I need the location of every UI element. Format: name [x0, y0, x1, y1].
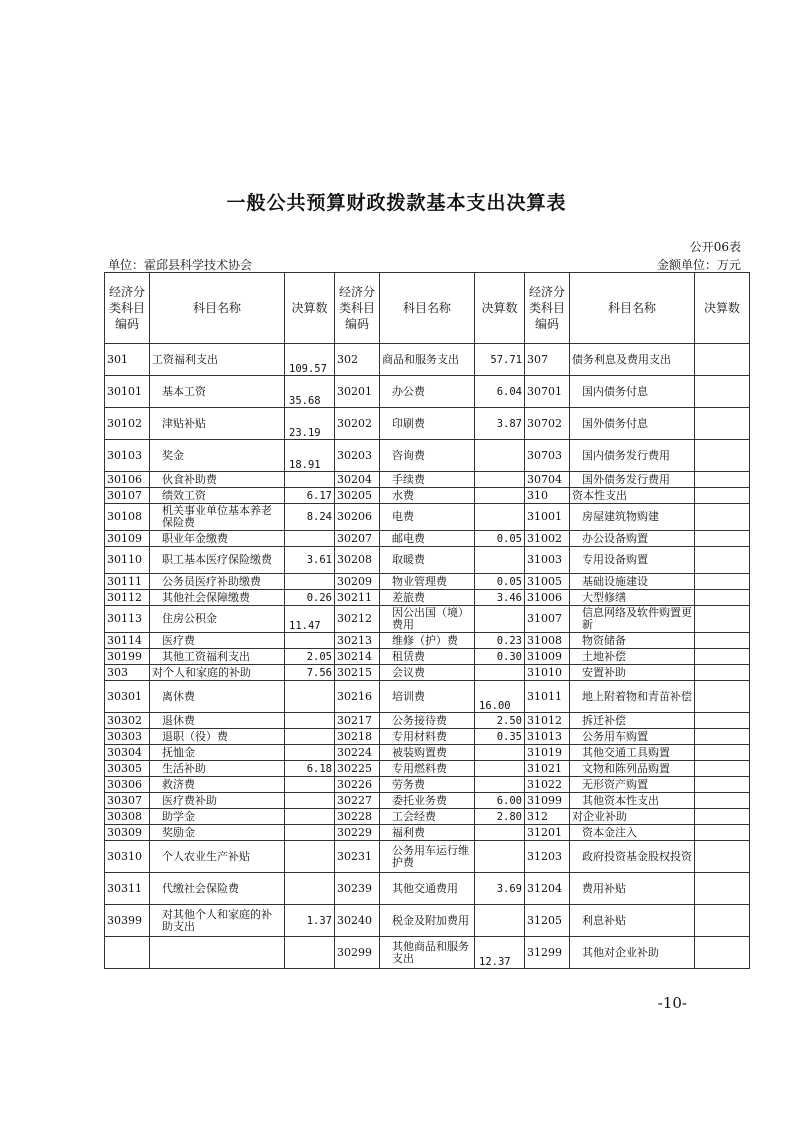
name-cell: 取暖费: [380, 547, 475, 574]
table-row: [105, 633, 750, 649]
name-cell: 福利费: [380, 825, 475, 841]
table-row: [105, 649, 750, 665]
code-cell: 310: [525, 488, 570, 504]
money-unit-label: 金额单位：万元: [656, 258, 741, 272]
code-cell: 30112: [105, 590, 150, 606]
name-cell: 水费: [380, 488, 475, 504]
amount-cell: [695, 841, 750, 873]
amount-cell: [475, 777, 525, 793]
name-cell: 住房公积金: [150, 606, 285, 633]
name-cell: 文物和陈列品购置: [570, 761, 695, 777]
amount-cell: 6.17: [285, 488, 335, 504]
code-cell: 30703: [525, 440, 570, 472]
name-cell: 债务利息及费用支出: [570, 344, 695, 376]
table-row: [105, 681, 750, 713]
amount-cell: [285, 809, 335, 825]
amount-cell: 35.68: [285, 376, 335, 408]
header-code: 经济分类科目编码: [525, 273, 570, 344]
amount-cell: [285, 777, 335, 793]
amount-cell: [695, 649, 750, 665]
name-cell: 安置补助: [570, 665, 695, 681]
amount-cell: [285, 713, 335, 729]
code-cell: 31201: [525, 825, 570, 841]
amount-cell: 0.23: [475, 633, 525, 649]
amount-cell: 109.57: [285, 344, 335, 376]
amount-cell: [695, 440, 750, 472]
code-cell: 30309: [105, 825, 150, 841]
table-row: [105, 809, 750, 825]
code-cell: 307: [525, 344, 570, 376]
name-cell: 会议费: [380, 665, 475, 681]
name-cell: 房屋建筑物购建: [570, 504, 695, 531]
name-cell: 公务员医疗补助缴费: [150, 574, 285, 590]
code-cell: 30103: [105, 440, 150, 472]
name-cell: 救济费: [150, 777, 285, 793]
amount-cell: [695, 531, 750, 547]
code-cell: 30310: [105, 841, 150, 873]
code-cell: 30213: [335, 633, 380, 649]
amount-cell: [285, 745, 335, 761]
code-cell: 30216: [335, 681, 380, 713]
amount-cell: 3.46: [475, 590, 525, 606]
amount-cell: [695, 574, 750, 590]
amount-cell: [695, 761, 750, 777]
name-cell: 差旅费: [380, 590, 475, 606]
amount-cell: [285, 681, 335, 713]
amount-cell: [695, 606, 750, 633]
name-cell: 津贴补贴: [150, 408, 285, 440]
code-cell: 30231: [335, 841, 380, 873]
code-cell: 30704: [525, 472, 570, 488]
name-cell: 国内债务发行费用: [570, 440, 695, 472]
code-cell: 31204: [525, 873, 570, 905]
name-cell: 费用补贴: [570, 873, 695, 905]
name-cell: 基本工资: [150, 376, 285, 408]
code-cell: 30212: [335, 606, 380, 633]
code-cell: 31021: [525, 761, 570, 777]
amount-cell: [475, 905, 525, 937]
code-cell: 30205: [335, 488, 380, 504]
amount-cell: 0.26: [285, 590, 335, 606]
amount-cell: [475, 547, 525, 574]
amount-cell: [475, 488, 525, 504]
name-cell: 专用燃料费: [380, 761, 475, 777]
name-cell: 工会经费: [380, 809, 475, 825]
name-cell: 抚恤金: [150, 745, 285, 761]
code-cell: 30302: [105, 713, 150, 729]
code-cell: 30113: [105, 606, 150, 633]
amount-cell: [475, 665, 525, 681]
code-cell: 31012: [525, 713, 570, 729]
code-cell: 30225: [335, 761, 380, 777]
amount-cell: [285, 793, 335, 809]
code-cell: 30301: [105, 681, 150, 713]
name-cell: 伙食补助费: [150, 472, 285, 488]
header-name: 科目名称: [570, 273, 695, 344]
code-cell: 31005: [525, 574, 570, 590]
code-cell: 30240: [335, 905, 380, 937]
name-cell: 国内债务付息: [570, 376, 695, 408]
code-cell: 31019: [525, 745, 570, 761]
form-number: 公开06表: [689, 240, 741, 254]
name-cell: 其他商品和服务支出: [380, 937, 475, 969]
table-row: [105, 729, 750, 745]
table-row: [105, 606, 750, 633]
amount-cell: 0.05: [475, 531, 525, 547]
table-row: [105, 408, 750, 440]
amount-cell: [695, 681, 750, 713]
amount-cell: 1.37: [285, 905, 335, 937]
name-cell: 因公出国（境）费用: [380, 606, 475, 633]
table-row: [105, 761, 750, 777]
table-header-row: [105, 273, 750, 344]
name-cell: 其他工资福利支出: [150, 649, 285, 665]
code-cell: 303: [105, 665, 150, 681]
code-cell: 30209: [335, 574, 380, 590]
code-cell: 31011: [525, 681, 570, 713]
code-cell: 312: [525, 809, 570, 825]
table-body: [105, 344, 750, 969]
amount-cell: [695, 488, 750, 504]
code-cell: 30701: [525, 376, 570, 408]
amount-cell: 0.35: [475, 729, 525, 745]
name-cell: 商品和服务支出: [380, 344, 475, 376]
table-row: [105, 590, 750, 606]
name-cell: 信息网络及软件购置更新: [570, 606, 695, 633]
code-cell: 31007: [525, 606, 570, 633]
amount-cell: [695, 937, 750, 969]
table-row: [105, 793, 750, 809]
code-cell: 30305: [105, 761, 150, 777]
amount-cell: [285, 633, 335, 649]
name-cell: 培训费: [380, 681, 475, 713]
table-row: [105, 547, 750, 574]
code-cell: 30199: [105, 649, 150, 665]
code-cell: 31003: [525, 547, 570, 574]
name-cell: 绩效工资: [150, 488, 285, 504]
name-cell: 办公费: [380, 376, 475, 408]
name-cell: 离休费: [150, 681, 285, 713]
amount-cell: 6.04: [475, 376, 525, 408]
name-cell: 劳务费: [380, 777, 475, 793]
name-cell: 机关事业单位基本养老保险费: [150, 504, 285, 531]
code-cell: 30227: [335, 793, 380, 809]
name-cell: 国外债务发行费用: [570, 472, 695, 488]
name-cell: 奖励金: [150, 825, 285, 841]
budget-table: [104, 272, 750, 969]
code-cell: 30299: [335, 937, 380, 969]
header-code: 经济分类科目编码: [335, 273, 380, 344]
name-cell: 公务用车购置: [570, 729, 695, 745]
name-cell: [150, 937, 285, 969]
code-cell: 30304: [105, 745, 150, 761]
name-cell: 印刷费: [380, 408, 475, 440]
header-amount: 决算数: [285, 273, 335, 344]
amount-cell: [695, 905, 750, 937]
amount-cell: [695, 472, 750, 488]
name-cell: 土地补偿: [570, 649, 695, 665]
name-cell: 医疗费: [150, 633, 285, 649]
header-code: 经济分类科目编码: [105, 273, 150, 344]
amount-cell: [695, 745, 750, 761]
code-cell: 31002: [525, 531, 570, 547]
code-cell: 30102: [105, 408, 150, 440]
amount-cell: [695, 729, 750, 745]
code-cell: 30101: [105, 376, 150, 408]
amount-cell: 57.71: [475, 344, 525, 376]
name-cell: 无形资产购置: [570, 777, 695, 793]
code-cell: 30228: [335, 809, 380, 825]
name-cell: 退休费: [150, 713, 285, 729]
amount-cell: [475, 606, 525, 633]
code-cell: 30307: [105, 793, 150, 809]
name-cell: 资本性支出: [570, 488, 695, 504]
name-cell: 对企业补助: [570, 809, 695, 825]
table-row: [105, 841, 750, 873]
amount-cell: [475, 761, 525, 777]
code-cell: 31010: [525, 665, 570, 681]
code-cell: 30208: [335, 547, 380, 574]
amount-cell: 23.19: [285, 408, 335, 440]
code-cell: 30201: [335, 376, 380, 408]
name-cell: 个人农业生产补贴: [150, 841, 285, 873]
name-cell: 地上附着物和青苗补偿: [570, 681, 695, 713]
code-cell: 301: [105, 344, 150, 376]
table-row: [105, 344, 750, 376]
amount-cell: [695, 777, 750, 793]
code-cell: 30702: [525, 408, 570, 440]
name-cell: 拆迁补偿: [570, 713, 695, 729]
name-cell: 维修（护）费: [380, 633, 475, 649]
header-name: 科目名称: [150, 273, 285, 344]
amount-cell: [695, 633, 750, 649]
name-cell: 公务接待费: [380, 713, 475, 729]
name-cell: 物业管理费: [380, 574, 475, 590]
code-cell: 31001: [525, 504, 570, 531]
code-cell: 30217: [335, 713, 380, 729]
name-cell: 专用材料费: [380, 729, 475, 745]
page-number: -10-: [657, 994, 687, 1012]
name-cell: 生活补助: [150, 761, 285, 777]
code-cell: 30239: [335, 873, 380, 905]
code-cell: 30202: [335, 408, 380, 440]
amount-cell: [695, 793, 750, 809]
code-cell: 302: [335, 344, 380, 376]
amount-cell: [475, 440, 525, 472]
code-cell: 30109: [105, 531, 150, 547]
name-cell: 办公设备购置: [570, 531, 695, 547]
table-row: [105, 504, 750, 531]
amount-cell: 3.87: [475, 408, 525, 440]
name-cell: 租赁费: [380, 649, 475, 665]
amount-cell: [695, 344, 750, 376]
amount-cell: 2.80: [475, 809, 525, 825]
table-row: [105, 440, 750, 472]
amount-cell: 11.47: [285, 606, 335, 633]
name-cell: 委托业务费: [380, 793, 475, 809]
code-cell: 30211: [335, 590, 380, 606]
code-cell: 30107: [105, 488, 150, 504]
code-cell: 30110: [105, 547, 150, 574]
amount-cell: 2.05: [285, 649, 335, 665]
table-row: [105, 713, 750, 729]
header-amount: 决算数: [695, 273, 750, 344]
amount-cell: 8.24: [285, 504, 335, 531]
amount-cell: [285, 574, 335, 590]
name-cell: 物资储备: [570, 633, 695, 649]
table-row: [105, 745, 750, 761]
code-cell: 30108: [105, 504, 150, 531]
amount-cell: [475, 841, 525, 873]
code-cell: 30226: [335, 777, 380, 793]
code-cell: 31022: [525, 777, 570, 793]
name-cell: 邮电费: [380, 531, 475, 547]
code-cell: 30111: [105, 574, 150, 590]
page-title: 一般公共预算财政拨款基本支出决算表: [226, 192, 567, 214]
amount-cell: [285, 841, 335, 873]
code-cell: 31099: [525, 793, 570, 809]
code-cell: 30207: [335, 531, 380, 547]
amount-cell: 7.56: [285, 665, 335, 681]
name-cell: 利息补贴: [570, 905, 695, 937]
table-row: [105, 777, 750, 793]
table-row: [105, 472, 750, 488]
amount-cell: [695, 504, 750, 531]
name-cell: 税金及附加费用: [380, 905, 475, 937]
code-cell: 30399: [105, 905, 150, 937]
code-cell: 30214: [335, 649, 380, 665]
amount-cell: [285, 531, 335, 547]
code-cell: [105, 937, 150, 969]
amount-cell: 3.61: [285, 547, 335, 574]
name-cell: 其他社会保障缴费: [150, 590, 285, 606]
name-cell: 代缴社会保险费: [150, 873, 285, 905]
name-cell: 咨询费: [380, 440, 475, 472]
amount-cell: [695, 590, 750, 606]
amount-cell: [695, 873, 750, 905]
code-cell: 30204: [335, 472, 380, 488]
table-row: [105, 574, 750, 590]
table-row: [105, 488, 750, 504]
code-cell: 30218: [335, 729, 380, 745]
header-name: 科目名称: [380, 273, 475, 344]
code-cell: 30306: [105, 777, 150, 793]
table-row: [105, 905, 750, 937]
amount-cell: 3.69: [475, 873, 525, 905]
amount-cell: [695, 713, 750, 729]
amount-cell: 6.00: [475, 793, 525, 809]
name-cell: 其他交通工具购置: [570, 745, 695, 761]
code-cell: 30206: [335, 504, 380, 531]
amount-cell: [475, 504, 525, 531]
amount-cell: [695, 408, 750, 440]
code-cell: 31008: [525, 633, 570, 649]
code-cell: 30224: [335, 745, 380, 761]
code-cell: 31009: [525, 649, 570, 665]
amount-cell: [285, 729, 335, 745]
name-cell: 职业年金缴费: [150, 531, 285, 547]
code-cell: 30203: [335, 440, 380, 472]
code-cell: 31013: [525, 729, 570, 745]
name-cell: 退职（役）费: [150, 729, 285, 745]
amount-cell: [695, 376, 750, 408]
name-cell: 其他资本性支出: [570, 793, 695, 809]
header-amount: 决算数: [475, 273, 525, 344]
name-cell: 政府投资基金股权投资: [570, 841, 695, 873]
name-cell: 被装购置费: [380, 745, 475, 761]
amount-cell: [695, 809, 750, 825]
code-cell: 31203: [525, 841, 570, 873]
name-cell: 资本金注入: [570, 825, 695, 841]
table-row: [105, 873, 750, 905]
name-cell: 医疗费补助: [150, 793, 285, 809]
name-cell: 大型修缮: [570, 590, 695, 606]
amount-cell: [285, 472, 335, 488]
name-cell: 手续费: [380, 472, 475, 488]
amount-cell: 0.05: [475, 574, 525, 590]
name-cell: 电费: [380, 504, 475, 531]
code-cell: 30308: [105, 809, 150, 825]
table-row: [105, 531, 750, 547]
table-row: [105, 665, 750, 681]
code-cell: 30106: [105, 472, 150, 488]
amount-cell: [285, 873, 335, 905]
amount-cell: 2.50: [475, 713, 525, 729]
table-row: [105, 376, 750, 408]
amount-cell: 12.37: [475, 937, 525, 969]
code-cell: 30114: [105, 633, 150, 649]
name-cell: 助学金: [150, 809, 285, 825]
amount-cell: [695, 825, 750, 841]
amount-cell: [475, 745, 525, 761]
name-cell: 工资福利支出: [150, 344, 285, 376]
amount-cell: [285, 825, 335, 841]
amount-cell: [475, 825, 525, 841]
code-cell: 30311: [105, 873, 150, 905]
name-cell: 职工基本医疗保险缴费: [150, 547, 285, 574]
name-cell: 基础设施建设: [570, 574, 695, 590]
amount-cell: [695, 665, 750, 681]
name-cell: 专用设备购置: [570, 547, 695, 574]
amount-cell: [695, 547, 750, 574]
name-cell: 公务用车运行维护费: [380, 841, 475, 873]
name-cell: 其他交通费用: [380, 873, 475, 905]
amount-cell: 18.91: [285, 440, 335, 472]
amount-cell: [475, 472, 525, 488]
unit-label: 单位：霍邱县科学技术协会: [108, 258, 253, 272]
code-cell: 30215: [335, 665, 380, 681]
code-cell: 31205: [525, 905, 570, 937]
code-cell: 31006: [525, 590, 570, 606]
amount-cell: 0.30: [475, 649, 525, 665]
code-cell: 30229: [335, 825, 380, 841]
code-cell: 31299: [525, 937, 570, 969]
name-cell: 对个人和家庭的补助: [150, 665, 285, 681]
name-cell: 对其他个人和家庭的补助支出: [150, 905, 285, 937]
name-cell: 其他对企业补助: [570, 937, 695, 969]
code-cell: 30303: [105, 729, 150, 745]
amount-cell: 6.18: [285, 761, 335, 777]
name-cell: 国外债务付息: [570, 408, 695, 440]
name-cell: 奖金: [150, 440, 285, 472]
table-row: [105, 937, 750, 969]
amount-cell: [285, 937, 335, 969]
amount-cell: 16.00: [475, 681, 525, 713]
table-row: [105, 825, 750, 841]
